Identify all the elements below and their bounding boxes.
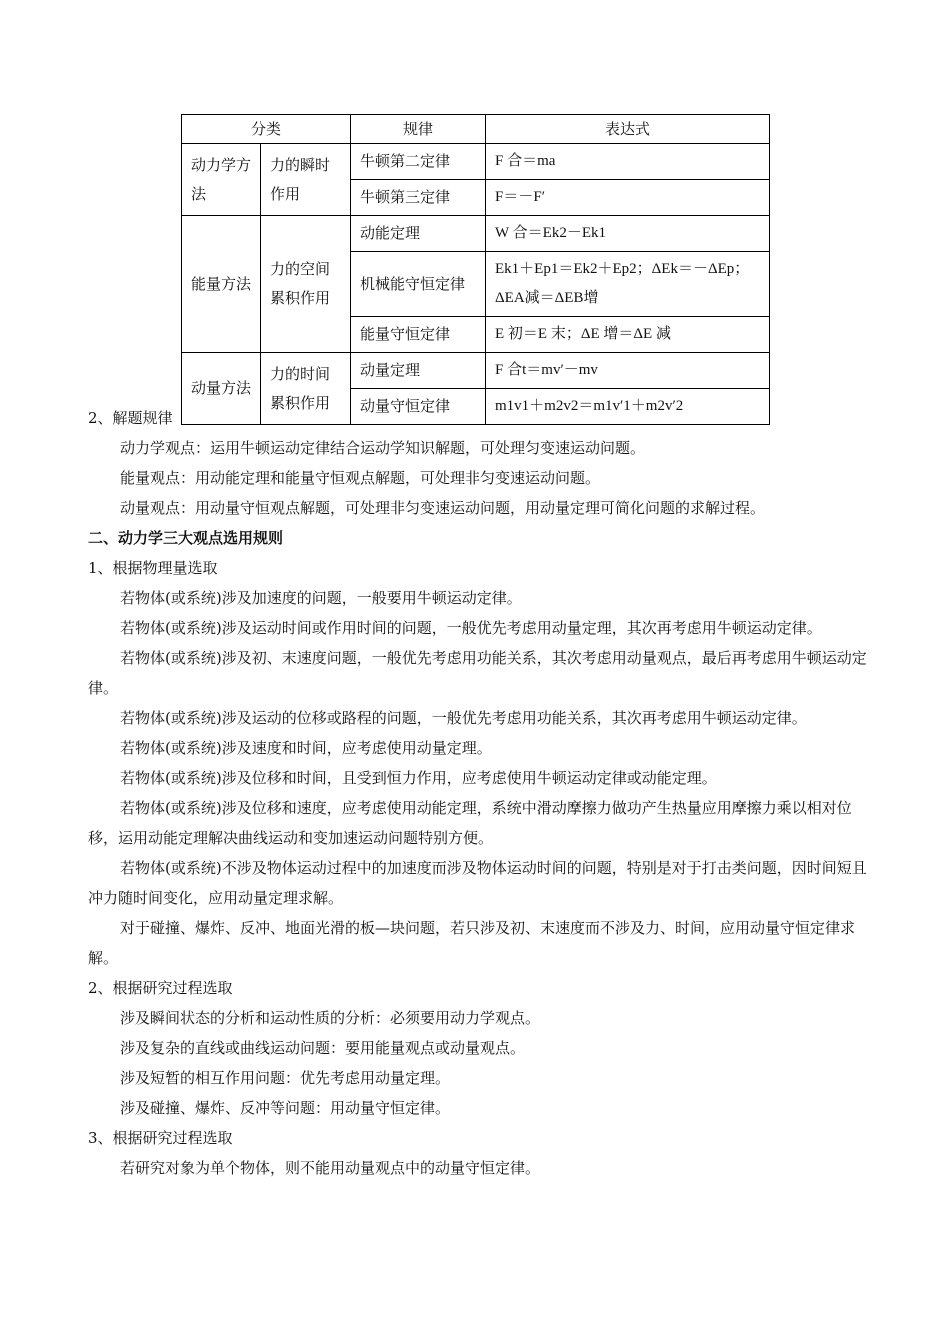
law-cell: 动量定理 — [351, 353, 486, 389]
paragraph: 2、解题规律 — [88, 409, 173, 427]
section-heading: 二、动力学三大观点选用规则 — [88, 529, 284, 547]
paragraph: 若物体(或系统)不涉及物体运动过程中的加速度而涉及物体运动时间的问题，特别是对于打击类问题，因时间短且冲力随时间变化，应用动量定理求解。 — [88, 859, 867, 907]
table-row — [182, 216, 770, 252]
aspect-cell: 力的瞬时作用 — [261, 144, 351, 216]
expression-cell: F＝－F′ — [486, 180, 770, 216]
paragraph: 若物体(或系统)涉及初、末速度问题，一般优先考虑用功能关系，其次考虑用动量观点，最后再考虑用牛顿运动定律。 — [88, 649, 867, 697]
category-cell: 能量方法 — [182, 216, 261, 353]
expression-cell: Ek1＋Ep1＝Ek2＋Ep2；ΔEk＝－ΔEp；ΔEA减＝ΔEB增 — [486, 252, 770, 317]
law-cell: 牛顿第二定律 — [351, 144, 486, 180]
expression-cell: m1v1＋m2v2＝m1v′1＋m2v′2 — [486, 389, 770, 425]
paragraph: 若物体(或系统)涉及位移和时间，且受到恒力作用，应考虑使用牛顿运动定律或动能定理。 — [120, 769, 717, 787]
expression-cell: W 合＝Ek2－Ek1 — [486, 216, 770, 252]
paragraph: 若物体(或系统)涉及位移和速度，应考虑使用动能定理，系统中滑动摩擦力做功产生热量应用摩擦力乘以相对位移，运用动能定理解决曲线运动和变加速运动问题特别方便。 — [88, 799, 852, 847]
paragraph: 对于碰撞、爆炸、反冲、地面光滑的板—块问题，若只涉及初、末速度而不涉及力、时间，应用动量守恒定律求解。 — [88, 919, 856, 967]
paragraph: 若物体(或系统)涉及运动时间或作用时间的问题，一般优先考虑用动量定理，其次再考虑用牛顿运动定律。 — [120, 619, 822, 637]
dynamics-methods-table — [181, 114, 770, 425]
aspect-cell: 力的空间累积作用 — [261, 216, 351, 353]
header-category: 分类 — [182, 115, 351, 144]
body-text — [88, 403, 878, 1183]
paragraph: 2、根据研究过程选取 — [88, 979, 233, 997]
paragraph: 若物体(或系统)涉及运动的位移或路程的问题，一般优先考虑用功能关系，其次再考虑用牛顿运动定律。 — [120, 709, 807, 727]
aspect-cell: 力的时间累积作用 — [261, 353, 351, 425]
law-cell: 能量守恒定律 — [351, 317, 486, 353]
paragraph: 涉及瞬间状态的分析和运动性质的分析：必须要用动力学观点。 — [120, 1009, 541, 1027]
table-header-row — [182, 115, 770, 144]
paragraph: 动力学观点：运用牛顿运动定律结合运动学知识解题，可处理匀变速运动问题。 — [120, 439, 646, 457]
paragraph: 涉及碰撞、爆炸、反冲等问题：用动量守恒定律。 — [120, 1099, 451, 1117]
paragraph: 若研究对象为单个物体，则不能用动量观点中的动量守恒定律。 — [120, 1159, 541, 1177]
expression-cell: E 初＝E 末；ΔE 增＝ΔE 减 — [486, 317, 770, 353]
category-cell: 动力学方法 — [182, 144, 261, 216]
table-row — [182, 144, 770, 180]
law-cell: 动能定理 — [351, 216, 486, 252]
paragraph: 1、根据物理量选取 — [88, 559, 218, 577]
paragraph: 动量观点：用动量守恒观点解题，可处理非匀变速运动问题，用动量定理可简化问题的求解过程。 — [120, 499, 766, 517]
expression-cell: F 合＝ma — [486, 144, 770, 180]
table-row — [182, 353, 770, 389]
expression-cell: F 合t＝mv′－mv — [486, 353, 770, 389]
header-expression: 表达式 — [486, 115, 770, 144]
paragraph: 涉及短暂的相互作用问题：优先考虑用动量定理。 — [120, 1069, 451, 1087]
law-cell: 机械能守恒定律 — [351, 252, 486, 317]
paragraph: 3、根据研究过程选取 — [88, 1129, 233, 1147]
header-law: 规律 — [351, 115, 486, 144]
category-cell: 动量方法 — [182, 353, 261, 425]
paragraph: 涉及复杂的直线或曲线运动问题：要用能量观点或动量观点。 — [120, 1039, 526, 1057]
paragraph: 若物体(或系统)涉及加速度的问题，一般要用牛顿运动定律。 — [120, 589, 522, 607]
law-cell: 动量守恒定律 — [351, 389, 486, 425]
paragraph: 能量观点：用动能定理和能量守恒观点解题，可处理非匀变速运动问题。 — [120, 469, 601, 487]
paragraph: 若物体(或系统)涉及速度和时间，应考虑使用动量定理。 — [120, 739, 492, 757]
law-cell: 牛顿第三定律 — [351, 180, 486, 216]
